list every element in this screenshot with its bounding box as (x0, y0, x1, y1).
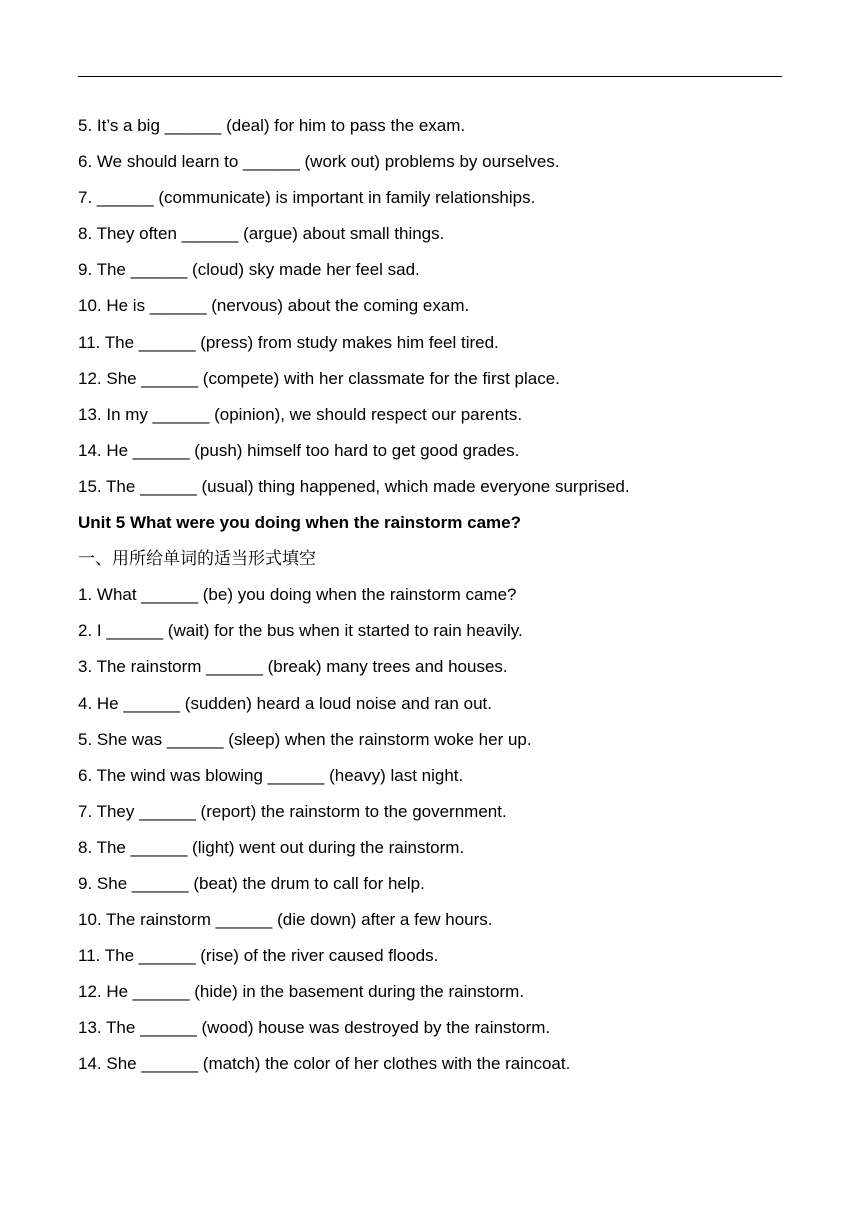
exercise-item: 3. The rainstorm ______ (break) many trees and houses. (78, 657, 508, 677)
exercise-item: 11. The ______ (rise) of the river caused floods. (78, 946, 439, 966)
unit-title: Unit 5 What were you doing when the rainstorm came? (78, 513, 522, 533)
exercise-item: 8. They often ______ (argue) about small things. (78, 224, 445, 244)
exercise-item: 12. She ______ (compete) with her classmate for the first place. (78, 368, 560, 388)
exercise-item: 9. She ______ (beat) the drum to call for help. (78, 873, 425, 893)
exercise-item: 7. ______ (communicate) is important in family relationships. (78, 188, 536, 208)
exercise-item: 1. What ______ (be) you doing when the rainstorm came? (78, 585, 517, 605)
exercise-item: 13. In my ______ (opinion), we should respect our parents. (78, 404, 523, 424)
exercise-item: 12. He ______ (hide) in the basement during the rainstorm. (78, 982, 525, 1002)
exercise-item: 13. The ______ (wood) house was destroyed by the rainstorm. (78, 1018, 551, 1038)
worksheet-content (78, 108, 782, 1083)
exercise-item: 2. I ______ (wait) for the bus when it started to rain heavily. (78, 621, 523, 641)
exercise-item: 9. The ______ (cloud) sky made her feel sad. (78, 260, 420, 280)
exercise-item: 8. The ______ (light) went out during the rainstorm. (78, 837, 465, 857)
exercise-item: 14. She ______ (match) the color of her clothes with the raincoat. (78, 1054, 571, 1074)
exercise-item: 7. They ______ (report) the rainstorm to the government. (78, 801, 507, 821)
exercise-item: 6. We should learn to ______ (work out) problems by ourselves. (78, 152, 560, 172)
header-rule (78, 76, 782, 77)
exercise-item: 14. He ______ (push) himself too hard to get good grades. (78, 440, 520, 460)
exercise-item: 5. She was ______ (sleep) when the rainstorm woke her up. (78, 729, 532, 749)
exercise-item: 11. The ______ (press) from study makes him feel tired. (78, 332, 499, 352)
exercise-item: 10. He is ______ (nervous) about the coming exam. (78, 296, 470, 316)
exercise-item: 15. The ______ (usual) thing happened, which made everyone surprised. (78, 476, 630, 496)
exercise-item: 4. He ______ (sudden) heard a loud noise and ran out. (78, 693, 492, 713)
exercise-item: 10. The rainstorm ______ (die down) after a few hours. (78, 910, 493, 930)
exercise-item: 5. It’s a big ______ (deal) for him to pass the exam. (78, 116, 466, 135)
section-heading: 一、用所给单词的适当形式填空 (78, 549, 316, 570)
exercise-item: 6. The wind was blowing ______ (heavy) last night. (78, 765, 464, 785)
